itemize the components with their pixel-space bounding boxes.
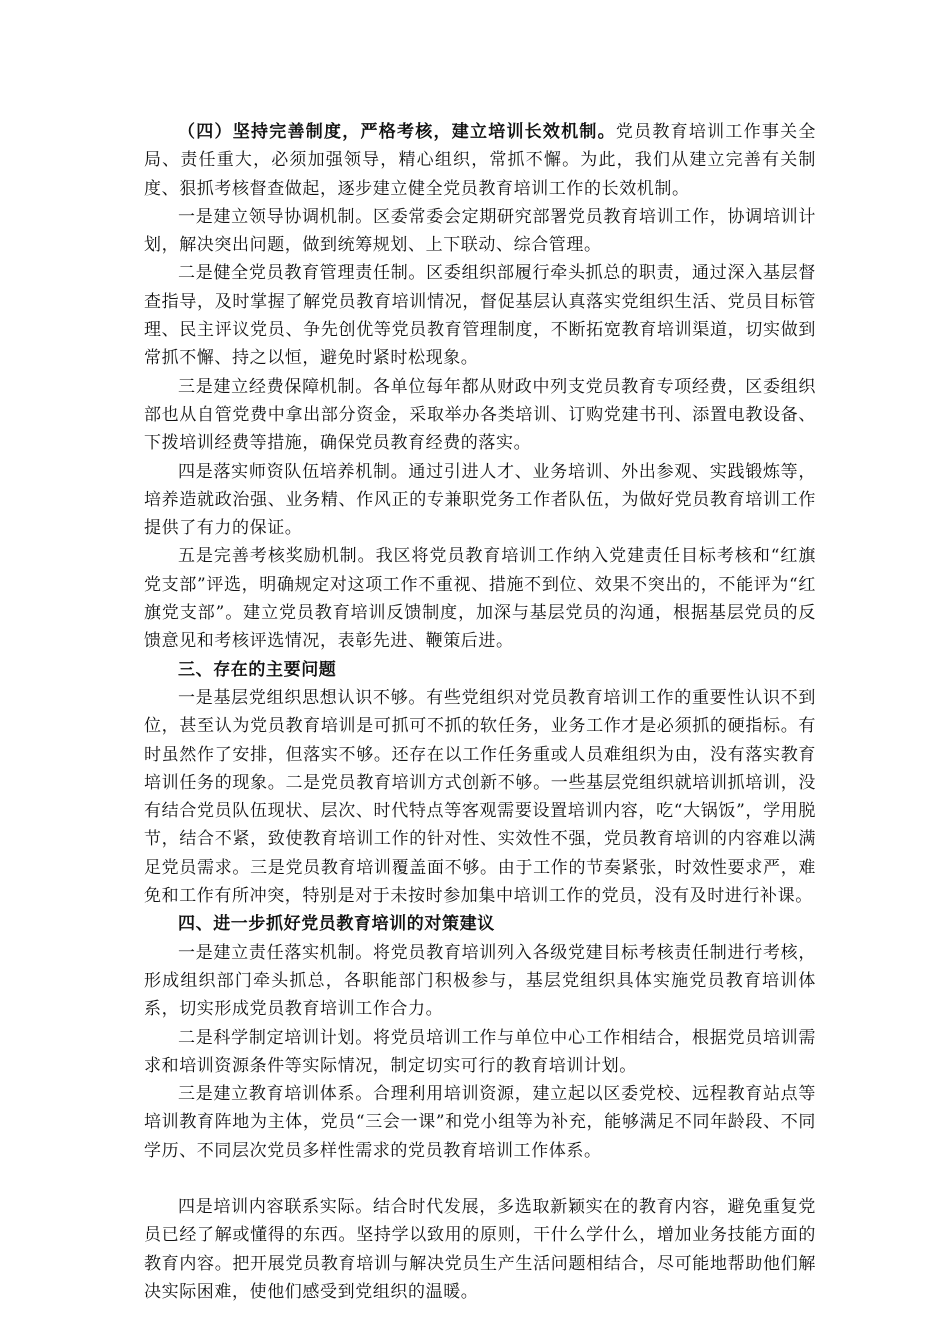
problems-paragraph: 一是基层党组织思想认识不够。有些党组织对党员教育培训工作的重要性认识不到位，甚至认为党员教育培训是可抓可不抓的软任务，业务工作才是必须抓的硬指标。有时虽然作了安排，但落实不够。还存在以工作任务重或人员难组织为由，没有落实教育培训任务的现象。二是党员教育培训方式创新不够。一些基层党组织就培训抓培训，没有结合党员队伍现状、层次、时代特点等客观需要设置培训内容，吃“大锅饭”，学用脱节，结合不紧，致使教育培训工作的针对性、实效性不强，党员教育培训的内容难以满足党员需求。三是党员教育培训覆盖面不够。由于工作的节奏紧张，时效性要求严，难免和工作有所冲突，特别是对于未按时参加集中培训工作的党员，没有及时进行补课。 <box>144 687 816 907</box>
mechanism-paragraph-2: 二是健全党员教育管理责任制。区委组织部履行牵头抓总的职责，通过深入基层督查指导，及时掌握了解党员教育培训情况，督促基层认真落实党组织生活、党员目标管理、民主评议党员、争先创优等党员教育管理制度，不断拓宽教育培训渠道，切实做到常抓不懈、持之以恒，避免时紧时松现象。 <box>144 263 816 369</box>
suggestion-paragraph-3: 三是建立教育培训体系。合理利用培训资源，建立起以区委党校、远程教育站点等培训教育阵地为主体，党员“三会一课”和党小组等为补充，能够满足不同年龄段、不同学历、不同层次党员多样性需求的党员教育培训工作体系。 <box>144 1084 816 1161</box>
document-page <box>144 118 816 1306</box>
section4-paragraph <box>144 118 816 203</box>
section4-title: （四）坚持完善制度，严格考核，建立培训长效机制。 <box>178 122 616 142</box>
mechanism-paragraph-3: 三是建立经费保障机制。各单位每年都从财政中列支党员教育专项经费，区委组织部也从自管党费中拿出部分资金，采取举办各类培训、订购党建书刊、添置电教设备、下拨培训经费等措施，确保党员教育经费的落实。 <box>144 376 816 454</box>
problems-heading: 三、存在的主要问题 <box>178 659 337 680</box>
suggestion-paragraph-4: 四是培训内容联系实际。结合时代发展，多选取新颖实在的教育内容，避免重复党员已经了解或懂得的东西。坚持学以致用的原则，干什么学什么，增加业务技能方面的教育内容。把开展党员教育培训与解决党员生产生活问题相结合，尽可能地帮助他们解决实际困难，使他们感受到党组织的温暖。 <box>144 1196 816 1302</box>
section4-body: 党员教育培训工作事关全局、责任重大，必须加强领导，精心组织，常抓不懈。为此，我们从建立完善有关制度、狠抓考核督查做起，逐步建立健全党员教育培训工作的长效机制。 <box>144 122 816 199</box>
mechanism-paragraph-5: 五是完善考核奖励机制。我区将党员教育培训工作纳入党建责任目标考核和“红旗党支部”评选，明确规定对这项工作不重视、措施不到位、效果不突出的，不能评为“红旗党支部”。建立党员教育培训反馈制度，加深与基层党员的沟通，根据基层党员的反馈意见和考核评选情况，表彰先进、鞭策后进。 <box>144 546 816 652</box>
mechanism-paragraph-1: 一是建立领导协调机制。区委常委会定期研究部署党员教育培训工作，协调培训计划，解决突出问题，做到统筹规划、上下联动、综合管理。 <box>144 206 816 256</box>
mechanism-paragraph-4: 四是落实师资队伍培养机制。通过引进人才、业务培训、外出参观、实践锻炼等，培养造就政治强、业务精、作风正的专兼职党务工作者队伍，为做好党员教育培训工作提供了有力的保证。 <box>144 461 816 539</box>
suggestion-paragraph-1: 一是建立责任落实机制。将党员教育培训列入各级党建目标考核责任制进行考核，形成组织部门牵头抓总，各职能部门积极参与，基层党组织具体实施党员教育培训体系，切实形成党员教育培训工作合力。 <box>144 942 816 1020</box>
suggestion-paragraph-2: 二是科学制定培训计划。将党员培训工作与单位中心工作相结合，根据党员培训需求和培训资源条件等实际情况，制定切实可行的教育培训计划。 <box>144 1027 816 1076</box>
suggestions-heading: 四、进一步抓好党员教育培训的对策建议 <box>178 914 495 935</box>
paragraph-gap <box>144 1165 816 1193</box>
